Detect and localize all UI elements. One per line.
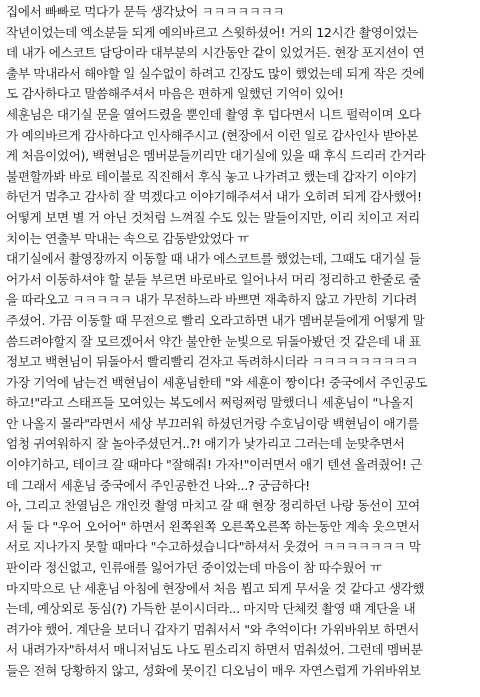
text-line: 판이라 정신없고, 인류애를 잃어가던 중이었는데 마음이 참 따수웠어 ㅠ xyxy=(6,560,382,576)
text-line: 불편할까봐 바로 테이블로 직진해서 후식 놓고 나가려고 했는데 갑자기 이야기 xyxy=(6,168,417,184)
text-line: 이야기하고, 테이크 갈 때마다 "잘해줘! 가자!"이러면서 애기 텐션 올려줬어! 근 xyxy=(6,457,422,473)
text-line: 엄청 귀여워하지 잘 놀아주셨던거..?! 애기가 낯가리고 그러는데 눈맞추면서 xyxy=(6,436,405,452)
text-line: 대기실에서 촬영장까지 이동할 때 내가 에스코트를 했었는데, 그때도 대기실 들 xyxy=(6,251,421,267)
text-line: 집에서 빠빠로 먹다가 문득 생각났어 ㅋㅋㅋㅋㅋㅋㅋ xyxy=(6,4,285,19)
text-line: 도 감사하다고 말씀해주셔서 마음은 편하게 일했던 기억이 있어! xyxy=(6,86,344,102)
text-line: 씀드려야할지 잘 모르겠어서 약간 불안한 눈빛으로 뒤돌아봤던 것 같은데 내 표 xyxy=(6,333,421,349)
text-line: 어가서 이동하셔야 할 분들 부르면 바로바로 일어나서 머리 정리하고 한줄로 줄 xyxy=(6,271,421,287)
text-line: 어떻게 보면 별 거 아닌 것처럼 느껴질 수도 있는 말들이지만, 이리 치이고 저리 xyxy=(6,209,420,225)
text-line: 작년이었는데 엑소분들 되게 예의바르고 스윗하셨어! 거의 12시간 촬영이었는 xyxy=(6,24,418,40)
text-line: 데 내가 에스코트 담당이라 대부분의 시간동안 같이 있었거든. 현장 포지션이 연 xyxy=(6,45,425,61)
text-line: 치이는 연출부 막내는 속으로 감동받았었다 ㅠ xyxy=(6,230,249,246)
text-line: 가장 기억에 남는건 백현님이 세훈님한테 "와 세훈이 짱이다! 중국에서 주인공도 xyxy=(6,374,428,390)
text-line: 주셨어. 가끔 이동할 때 무전으로 빨리 오라고하면 내가 멤버분들에게 어떻게 말 xyxy=(6,312,425,328)
text-line: 정보고 백현님이 뒤돌아서 빨리빨리 걷자고 독려하시더라 ㅋㅋㅋㅋㅋㅋㅋㅋㅋ xyxy=(6,354,418,370)
text-line: 는데, 예상외로 동심(?) 가득한 분이시더라... 마지막 단체컷 촬영 때 계단을 내 xyxy=(6,601,416,617)
text-line: 가 예의바르게 감사하다고 인사해주시고 (현장에서 이런 일로 감사인사 받아본 xyxy=(6,127,418,143)
text-line: 마지막으로 난 세훈님 아침에 현장에서 처음 뵙고 되게 무서울 것 같다고 생각했 xyxy=(6,580,425,596)
text-line: 안 나올지 몰라"라면서 세상 부끄러워 하셨던거랑 수호님이랑 백현님이 애기를 xyxy=(6,415,419,431)
text-line: 려가야 했어. 계단을 보더니 갑자기 멈춰서서 "와 추억이다! 가위바위보 하면서 xyxy=(6,621,419,637)
text-line: 게 처음이었어), 백현님은 멤버분들끼리만 대기실에 있을 때 후식 드리러 간거라 xyxy=(6,148,426,164)
text-line: 서 내려가자"하셔서 매니저님도 나도 뭔소리지 하면서 멈춰섰어. 그런데 멤버분 xyxy=(6,642,423,658)
text-line: 하고!"라고 스태프들 모여있는 복도에서 쩌렁쩌렁 말했더니 세훈님이 "나올지 xyxy=(6,395,414,411)
text-line: 서 둘 다 "우어 오어어" 하면서 왼쪽왼쪽 오른쪽오른쪽 하는동안 계속 웃으면서 xyxy=(6,518,420,534)
text-line: 을 따라오고 ㅋㅋㅋㅋㅋ 내가 무전하느라 바쁘면 재촉하지 않고 가만히 기다려 xyxy=(6,292,417,308)
text-line: 데 그래서 세훈님 중국에서 주인공한건 나와...? 궁금하다! xyxy=(6,477,310,493)
text-line: 들은 전혀 당황하지 않고, 성화에 못이긴 디오님이 매우 자연스럽게 가위바위보 xyxy=(6,663,421,678)
text-line: 서로 지나가지 못할 때마다 "수고하셨습니다"하셔서 웃겼어 ㅋㅋㅋㅋㅋㅋㅋ 막 xyxy=(6,539,421,555)
text-line: 출부 막내라서 해야할 일 실수없이 하려고 긴장도 많이 했었는데 되게 작은 것에 xyxy=(6,65,425,81)
text-line: 세훈님은 대기실 문을 열어드렸을 뿐인데 촬영 후 덥다면서 니트 펄럭이며 오다 xyxy=(6,106,421,122)
text-line: 하던거 멈추고 감사히 잘 먹겠다고 이야기해주셔서 내가 오히려 되게 감사했어! xyxy=(6,189,422,205)
text-line: 아, 그리고 찬열님은 개인컷 촬영 마치고 갈 때 현장 정리하던 나랑 동선이 꼬여 xyxy=(6,498,420,514)
